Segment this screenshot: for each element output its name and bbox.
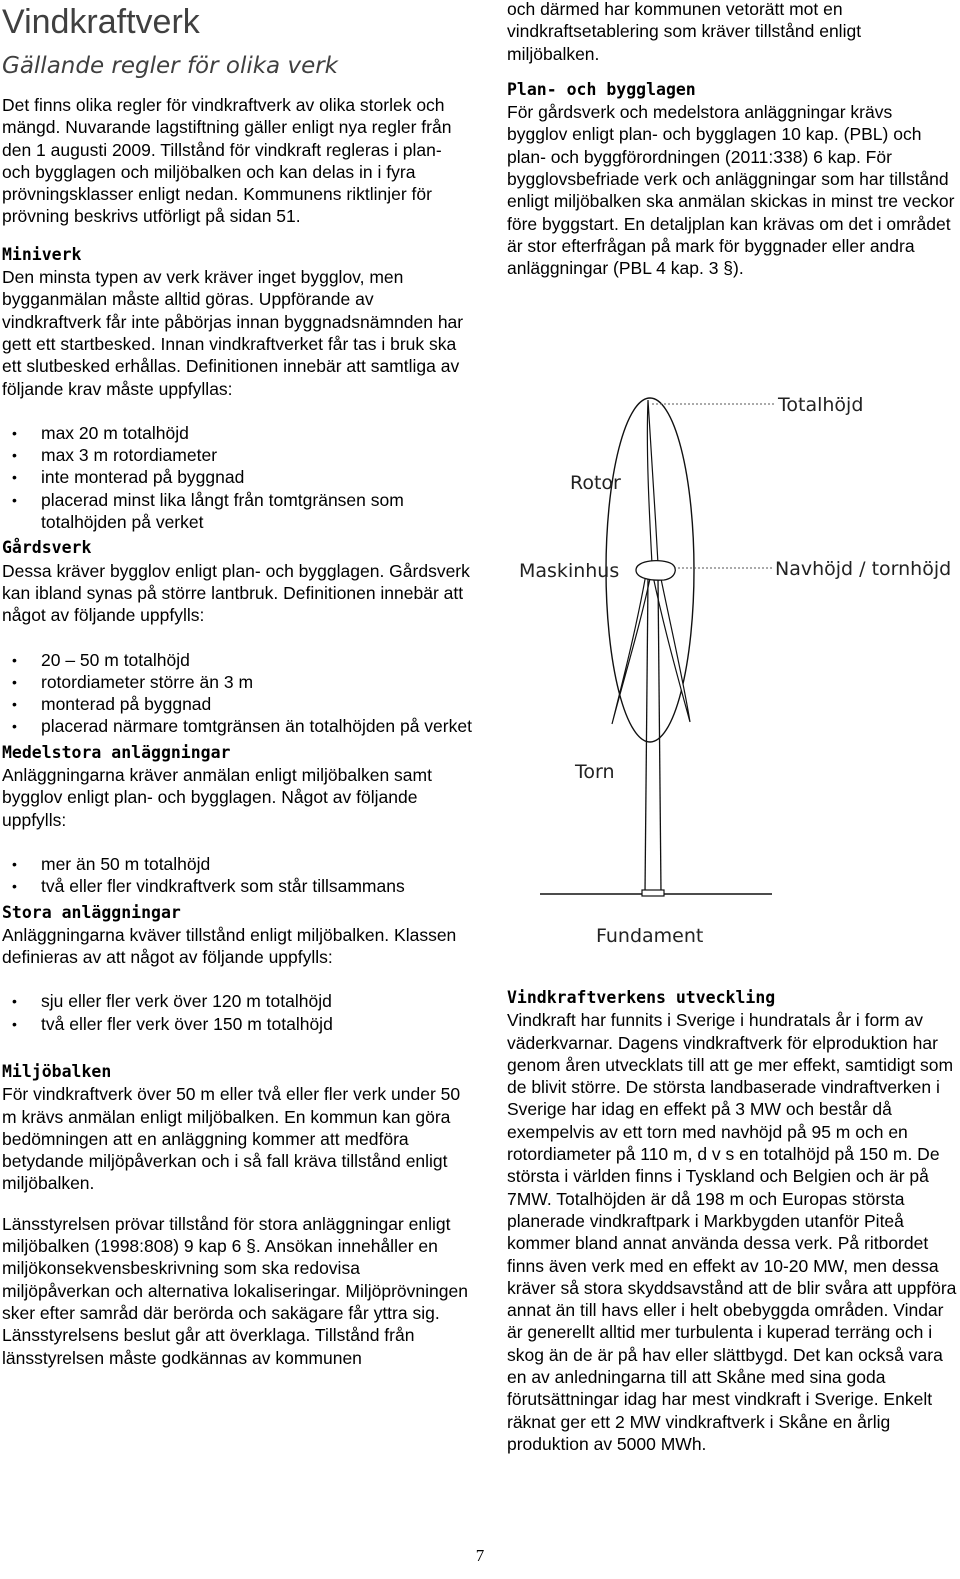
miljobalken-text-2: Länsstyrelsen prövar tillstånd för stora anläggningar enligt miljöbalken (1998:808) 9 kap 6 §. Ansökan innehåller en miljökonsekvensbeskrivning som ska redovisa miljöpåverkan och alternativa lokaliseringar. Miljöprövningen sker efter samråd där berörda och sakägare får yttra sig. Länsstyrelsens beslut går att överklaga. Tillstånd från länsstyrelsen måste godkännas av kommunen [2, 1213, 468, 1368]
utveckling-text: Vindkraft har funnits i Sverige i hundratals år i form av väderkvarnar. Dagens vindkraftverk för elproduktion har genom åren utvecklats till att ge mer effekt, samtidigt som de blivit större. De största landbaserade vindraftverken i Sverige har idag en effekt på 3 MW och består då exempelvis av ett torn med navhöjd på 95 m och en rotordiameter på 110 m, d v s en totalhöjd på 150 m. De största i världen finns i Tyskland och Belgien och är på 7MW. Totalhöjden är då 198 m och Europas största planerade vindkraftpark i Markbygden utanför Piteå kommer bland annat använda dessa verk. På ritbordet finns även verk med en effekt av 10-20 MW, men dessa kräver så stora skyddsavstånd att de blir svåra att uppföra annat än till havs eller i helt obebyggda områden. Vindar är generellt alltid mer turbulenta i kuperad terräng och i skog än de är på hav eller slättbygd. Det kan också vara en av anledningarna till att Skåne med sina goda förutsättningar idag har mest vindkraft i Sverige. Enkelt räknat ger ett 2 MW vindkraftverk i Skåne en årlig produktion av 5000 MWh. [507, 1010, 957, 1454]
label-torn: Torn [575, 761, 615, 783]
blade-lower-left [612, 574, 651, 724]
miniverk-list [2, 422, 472, 533]
intro-paragraph: Det finns olika regler för vindkraftverk av olika storlek och mängd. Nuvarande lagstiftning gäller enligt nya regler från den 1 augusti 2009. Tillstånd för vindkraft regleras i plan- och bygglagen och miljöbalken och kan delas in i fyra prövningsklasser enligt nedan. Kommunens riktlinjer för prövning beskrivs utförligt på sidan 51. [2, 95, 452, 227]
medelstora-heading: Medelstora anläggningar [2, 742, 231, 762]
label-rotor: Rotor [570, 472, 621, 494]
left-column [2, 0, 472, 1369]
label-maskinhus: Maskinhus [519, 560, 620, 582]
miljobalken-text-1: För vindkraftverk över 50 m eller två eller fler verk under 50 m krävs anmälan enligt miljöbalken. En kommun kan göra bedömningen att en anläggning kommer att medföra betydande miljöpåverkan och i så fall kräva tillstånd enligt miljöbalken. [2, 1084, 461, 1194]
list-item: • max 20 m totalhöjd [2, 422, 472, 444]
medelstora-text: Anläggningarna kräver anmälan enligt miljöbalken samt bygglov enligt plan- och bygglagen. Något av följande uppfylls: [2, 765, 432, 830]
utveckling-section [507, 987, 957, 1455]
list-item: • monterad på byggnad [2, 693, 472, 715]
miniverk-text: Den minsta typen av verk kräver inget bygglov, men bygganmälan måste alltid göras. Uppförande av vindkraftverk får inte påbörjas innan byggnadsnämnden har gett ett startbesked. Innan vindkraftverket får tas i bruk ska ett slutbesked erhållas. Definitionen innebär att samtliga av följande krav måste uppfyllas: [2, 267, 464, 399]
gardsverk-list [2, 649, 472, 738]
medelstora-list [2, 853, 472, 898]
list-item: • 20 – 50 m totalhöjd [2, 649, 472, 671]
nacelle [636, 561, 675, 581]
pbl-heading: Plan- och bygglagen [507, 79, 696, 99]
wind-turbine-diagram [512, 388, 957, 953]
label-navhojd: Navhöjd / tornhöjd [775, 558, 952, 580]
tower-left-edge [645, 578, 648, 893]
list-item: • inte monterad på byggnad [2, 466, 472, 488]
blade-upper [647, 400, 658, 564]
label-fundament: Fundament [596, 925, 704, 947]
gardsverk-heading: Gårdsverk [2, 538, 92, 558]
page-subtitle: Gällande regler för olika verk [2, 53, 338, 79]
list-item: • mer än 50 m totalhöjd [2, 853, 472, 875]
stora-list [2, 990, 472, 1035]
tower-right-edge [658, 578, 661, 893]
list-item: • två eller fler vindkraftverk som står tillsammans [2, 875, 472, 897]
label-totalhojd: Totalhöjd [778, 394, 864, 416]
utveckling-heading: Vindkraftverkens utveckling [507, 988, 776, 1007]
page-number: 7 [475, 1546, 485, 1565]
list-item: • rotordiameter större än 3 m [2, 671, 472, 693]
pbl-text: För gårdsverk och medelstora anläggningar krävs bygglov enligt plan- och bygglagen 10 kap. (PBL) och plan- och byggförordningen (2011:338) 6 kap. För bygglovsbefriade verk och anläggningar som har tillstånd enligt miljöbalken ska anmälan skickas in minst tre veckor före byggstart. En detaljplan kan krävas om det i området är stor efterfrågan på mark för byggnader eller andra anläggningar (PBL 4 kap. 3 §). [507, 102, 955, 279]
list-item: • placerad närmare tomtgränsen än totalhöjden på verket [2, 715, 472, 737]
stora-heading: Stora anläggningar [2, 902, 181, 922]
page-title: Vindkraftverk [2, 3, 200, 41]
list-item: • två eller fler verk över 150 m totalhöjd [2, 1013, 472, 1035]
list-item: • placerad minst lika långt från tomtgränsen som totalhöjden på verket [2, 489, 472, 534]
gardsverk-text: Dessa kräver bygglov enligt plan- och bygglagen. Gårdsverk kan ibland synas på större lantbruk. Definitionen innebär att något av följande uppfylls: [2, 560, 470, 626]
miljobalken-text-3: och därmed har kommunen vetorätt mot en vindkraftsetablering som kräver tillstånd enligt miljöbalken. [507, 0, 862, 64]
miniverk-heading: Miniverk [2, 244, 82, 264]
list-item: • sju eller fler verk över 120 m totalhöjd [2, 990, 472, 1012]
foundation-block [642, 890, 664, 896]
miljobalken-heading: Miljöbalken [2, 1061, 112, 1081]
stora-text: Anläggningarna kväver tillstånd enligt miljöbalken. Klassen definieras av att något av följande uppfylls: [2, 924, 457, 968]
list-item: • max 3 m rotordiameter [2, 444, 472, 466]
